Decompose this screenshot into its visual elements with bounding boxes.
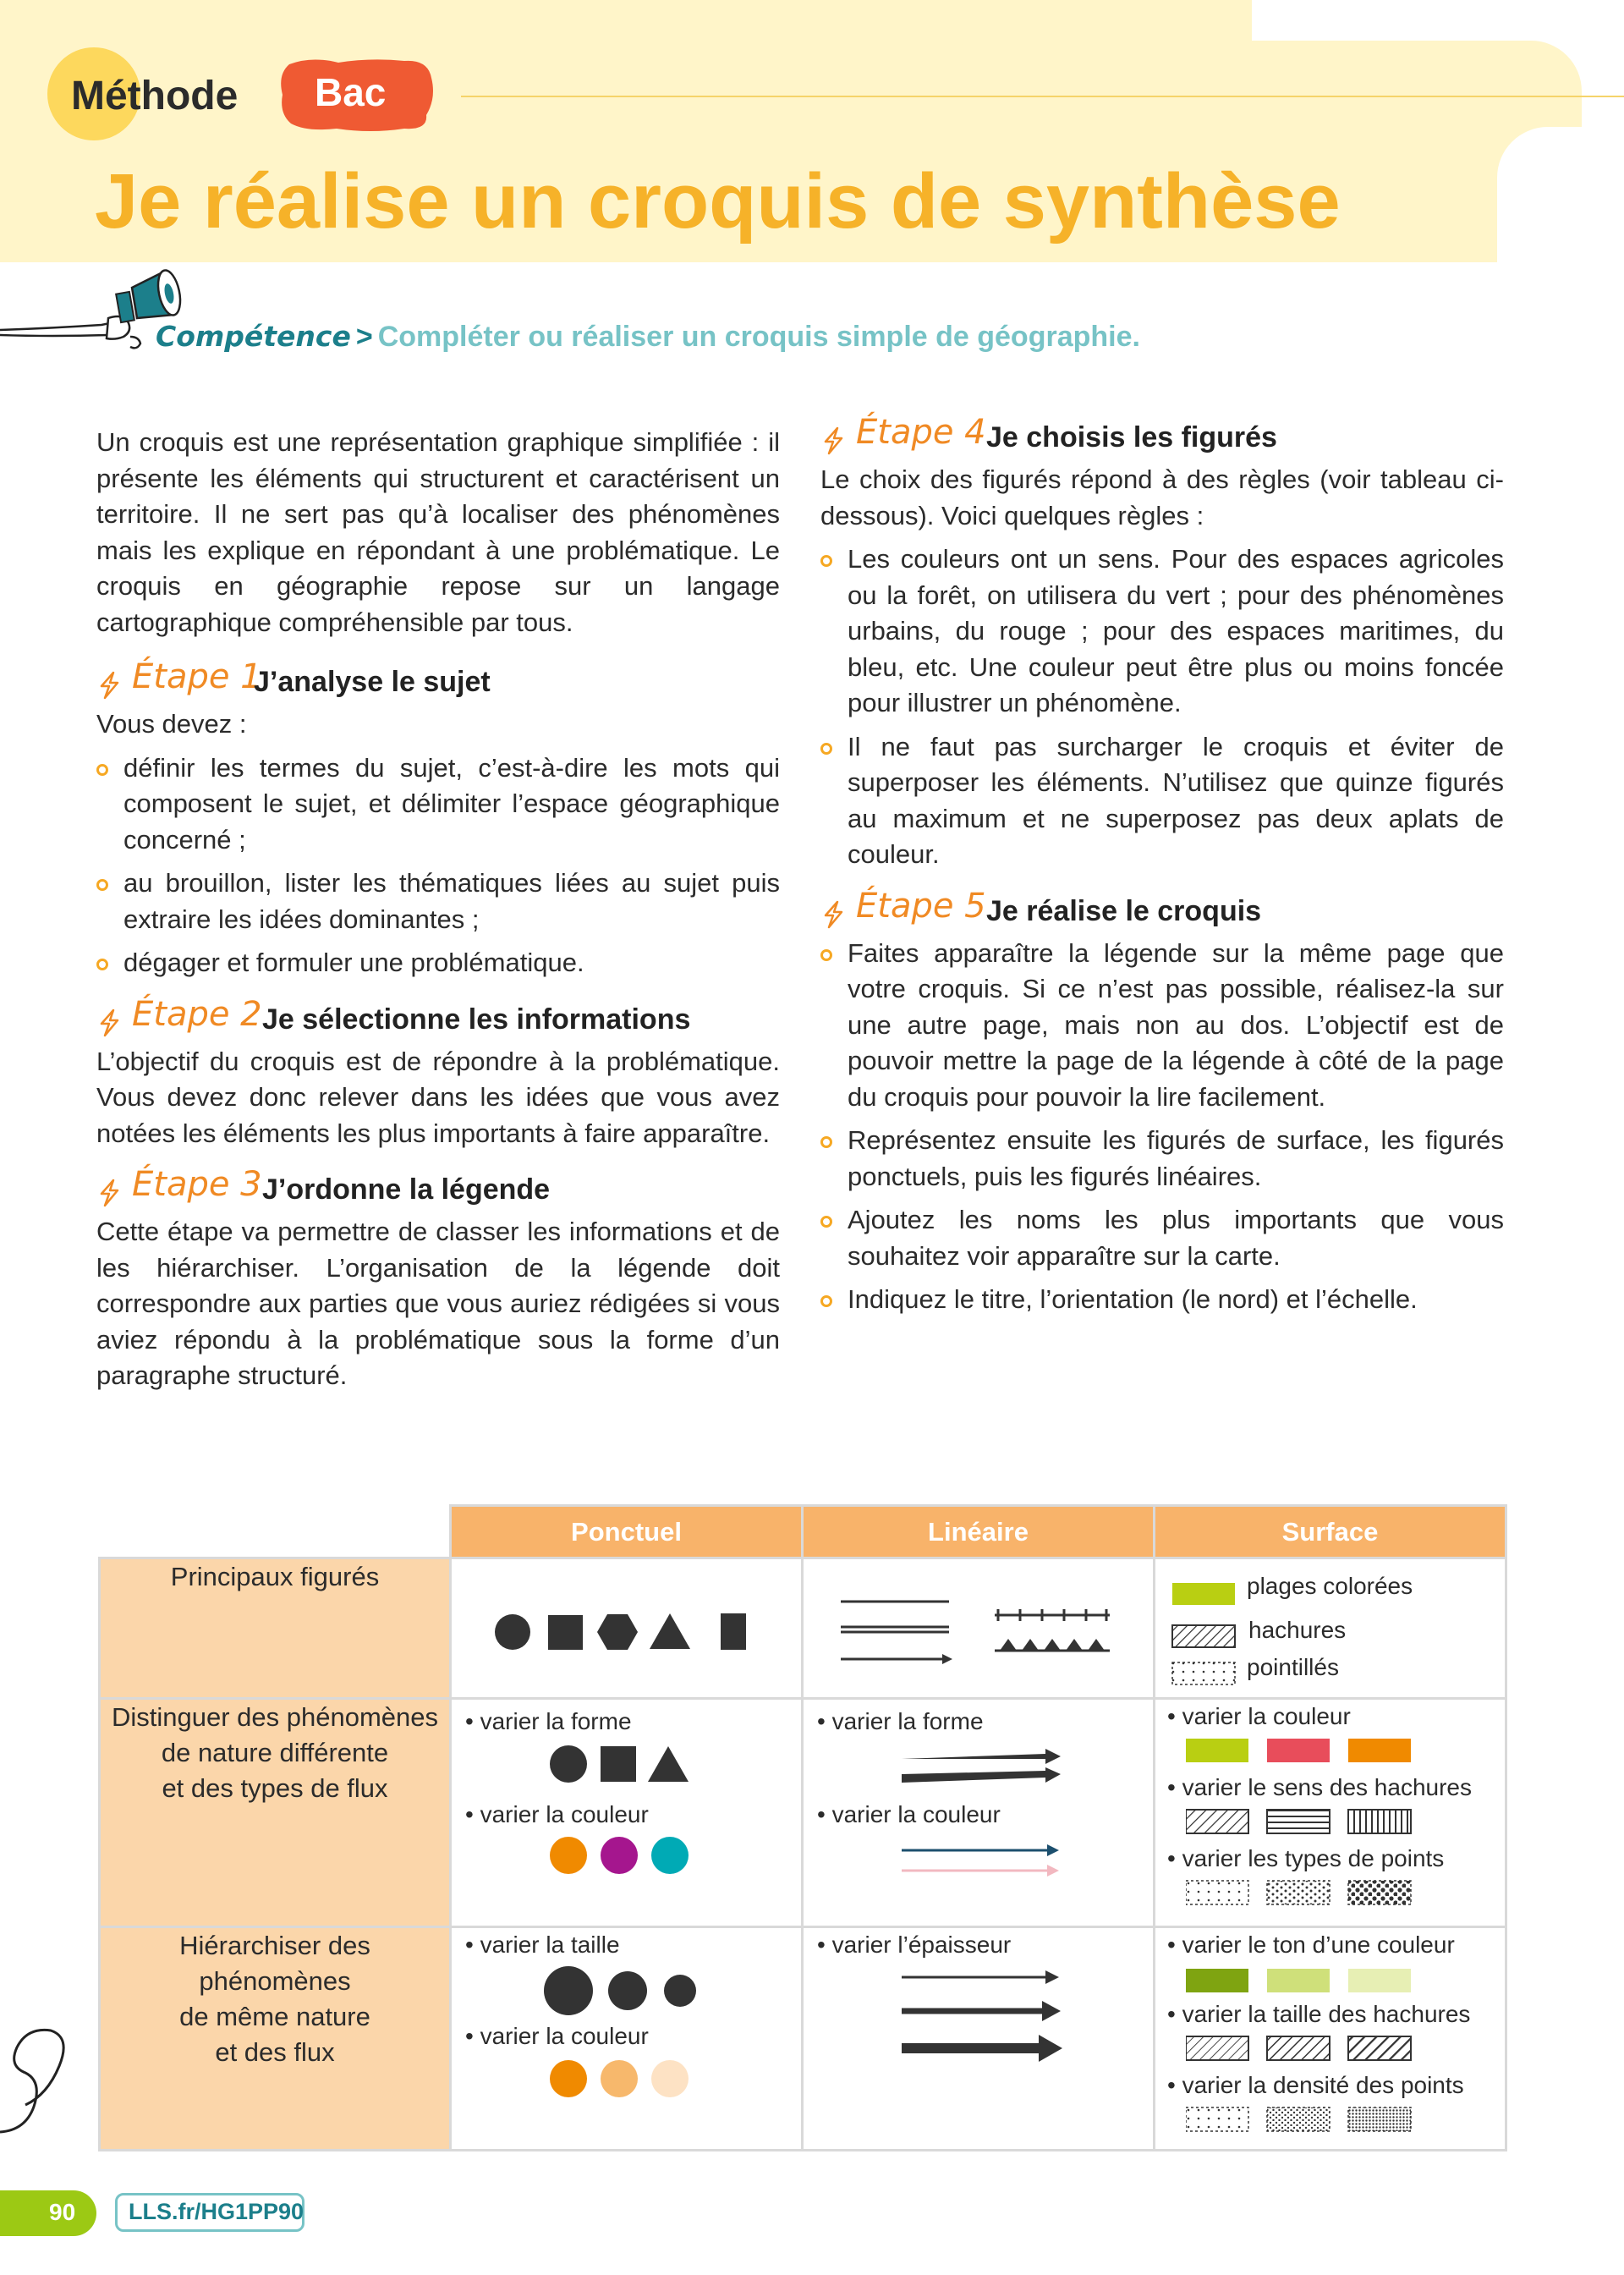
bullet-text: Ajoutez les noms les plus importants que vous souhaitez voir apparaître sur la carte. (848, 1205, 1504, 1271)
competence-text: Compléter ou réaliser un croquis simple de géographie. (377, 321, 1140, 353)
etape2-number: Étape 2 (132, 994, 262, 1034)
etape1-lead: Vous devez : (96, 709, 247, 739)
etape3-text: Cette étape va permettre de classer les informations et de les hiérarchiser. L’organisation de la légende doit correspondre aux parties que vous auriez rédigées si vous aviez répondu à la problématique sous la forme d’un paragraphe structuré. (96, 1217, 780, 1390)
bar-symbol (721, 1613, 746, 1650)
etape1-bullet (96, 750, 780, 859)
rule-epaisseur: • varier l’épaisseur (817, 1932, 1012, 1958)
surface-tones (1186, 1967, 1440, 1996)
point-types (1186, 1879, 1440, 1908)
row-header-line: Distinguer des phénomènes (111, 1702, 439, 1732)
circle-symbol (495, 1614, 530, 1650)
surface-colors (1186, 1737, 1440, 1766)
row-header (100, 1558, 451, 1699)
etape1-bullet (96, 865, 780, 937)
point-densities (1186, 2106, 1440, 2135)
etape1-number: Étape 1 (132, 657, 262, 696)
bullet-icon (820, 555, 832, 567)
rule-taille-hachures: • varier la taille des hachures (1167, 2001, 1471, 2027)
bullet-text: Il ne faut pas surcharger le croquis et éviter de superposer les éléments. N’utilisez que quinze figurés au maximum et ne superposez pas deux aplats de couleur. (848, 731, 1504, 869)
etape5-bullet (820, 1202, 1504, 1274)
row-header-line: et des flux (215, 2037, 335, 2067)
row-header-line: Hiérarchiser des (179, 1931, 370, 1960)
bullet-text: Faites apparaître la légende sur la même page que votre croquis. Si ce n’est pas possible, réalisez-la sur une autre page, mais non au dos. L’objectif est de pouvoir mettre la page de la légende à côté de la page du croquis pour pouvoir la lire facilement. (848, 937, 1504, 1112)
rule-couleur: • varier la couleur (465, 2023, 649, 2049)
row-header-line: et des types de flux (162, 1773, 388, 1803)
cell-lineaire-distinguer (803, 1699, 1155, 1927)
rule-forme: • varier la forme (465, 1708, 632, 1734)
cell-ponctuel-distinguer (451, 1699, 803, 1927)
etape5-bullet (820, 936, 1504, 1116)
cell-ponctuel-hierarchiser (451, 1927, 803, 2151)
triangle-symbol (650, 1613, 690, 1649)
surface-swatches (1171, 1574, 1247, 1693)
etape3-title: J’ordonne la légende (262, 1173, 551, 1206)
etape5-bullet (820, 1123, 1504, 1195)
rule-forme: • varier la forme (817, 1708, 984, 1734)
intro-paragraph: Un croquis est une représentation graphique simplifiée : il présente les éléments qui structurent et caractérisent un territoire. Il ne sert pas qu’à localiser des phénomènes mais les explique en répondant à une problématique. Le croquis en géographie repose sur un langage cartographique compréhensible par tous. (96, 427, 780, 637)
lightning-icon (96, 671, 122, 700)
etape5-bullet (820, 1282, 1504, 1318)
row-header (100, 1699, 451, 1927)
bullet-icon (820, 1295, 832, 1307)
bullet-text: au brouillon, lister les thématiques liées au sujet puis extraire les idées dominantes ; (123, 868, 780, 934)
rule-types-points: • varier les types de points (1167, 1845, 1445, 1871)
line-colors (902, 1840, 1071, 1882)
point-sizes (543, 1964, 712, 2018)
row-header-line: phénomènes (199, 1966, 351, 1996)
rule-ton: • varier le ton d’une couleur (1167, 1932, 1455, 1958)
lightning-icon (96, 1008, 122, 1037)
point-shapes (548, 1744, 717, 1786)
etape4-title: Je choisis les figurés (986, 421, 1277, 453)
etape1-title: J’analyse le sujet (254, 666, 491, 698)
table-header-row (100, 1506, 1506, 1558)
cell-lineaire-principaux (803, 1558, 1155, 1699)
etape2-heading (96, 994, 780, 1044)
etape3-number: Étape 3 (132, 1165, 262, 1204)
lightning-icon (96, 1179, 122, 1207)
etape4-bullet (820, 541, 1504, 722)
header-rule (461, 96, 1624, 97)
hatch-sizes (1186, 2035, 1440, 2063)
squiggle-decoration (0, 2014, 85, 2140)
point-tones (548, 2058, 717, 2101)
bullet-icon (820, 743, 832, 755)
cell-surface-distinguer (1155, 1699, 1506, 1927)
etape1-heading (96, 659, 780, 706)
page-number-badge (0, 2190, 96, 2236)
etape4-bullet (820, 729, 1504, 873)
page-title: Je réalise un croquis de synthèse (95, 158, 1341, 245)
column-header-lineaire: Linéaire (803, 1506, 1155, 1558)
etape2-text: L’objectif du croquis est de répondre à la problématique. Vous devez donc relever dans les idées que vous avez notées les éléments les plus importants à faire apparaître. (96, 1046, 780, 1148)
line-symbols (841, 1585, 1128, 1678)
etape5-number: Étape 5 (856, 886, 986, 926)
bullet-icon (820, 949, 832, 961)
cell-surface-principaux (1155, 1558, 1506, 1699)
etape4-number: Étape 4 (856, 413, 986, 452)
square-symbol (548, 1615, 583, 1650)
etape1-bullet (96, 945, 780, 981)
line-shapes (902, 1742, 1071, 1793)
legend-table (98, 1504, 1507, 2151)
right-column (820, 415, 1504, 1318)
hatch-directions (1186, 1808, 1440, 1837)
etape5-heading (820, 888, 1504, 936)
bullet-icon (820, 1216, 832, 1228)
etape4-heading (820, 415, 1504, 462)
methode-label: Méthode (71, 74, 239, 118)
rule-taille: • varier la taille (465, 1932, 620, 1958)
competence-label: Compétence (156, 320, 351, 353)
rule-couleur: • varier la couleur (465, 1801, 649, 1827)
rule-couleur: • varier la couleur (1167, 1703, 1351, 1729)
surface-label-hachures: hachures (1248, 1617, 1347, 1643)
bullet-text: définir les termes du sujet, c’est-à-dire les mots qui composent le sujet, et délimiter l’espace géographique concerné ; (123, 752, 780, 854)
competence-line (156, 320, 1140, 354)
bullet-text: dégager et formuler une problématique. (123, 948, 584, 977)
bac-label: Bac (315, 70, 387, 114)
table-row (100, 1927, 1506, 2151)
hexagon-symbol (597, 1614, 638, 1650)
etape5-title: Je réalise le croquis (986, 894, 1262, 927)
rule-couleur: • varier la couleur (817, 1801, 1001, 1827)
bullet-text: Représentez ensuite les figurés de surface, les figurés ponctuels, puis les figurés linéaires. (848, 1125, 1504, 1191)
rule-densite-points: • varier la densité des points (1167, 2072, 1464, 2098)
lightning-icon (820, 900, 846, 929)
row-header-line: de même nature (179, 2002, 370, 2031)
bullet-icon (96, 764, 108, 776)
row-header-line: Principaux figurés (170, 1562, 380, 1591)
surface-label-pointilles: pointillés (1247, 1654, 1339, 1680)
page-number: 90 (49, 2199, 76, 2225)
line-widths (902, 1967, 1071, 2069)
point-colors (548, 1835, 717, 1877)
column-header-surface: Surface (1155, 1506, 1506, 1558)
surface-label-plages: plages colorées (1247, 1573, 1413, 1599)
lls-link[interactable]: LLS.fr/HG1PP90 (129, 2199, 304, 2224)
column-header-ponctuel: Ponctuel (451, 1506, 803, 1558)
etape4-lead: Le choix des figurés répond à des règles (voir tableau ci-dessous). Voici quelques règles : (820, 464, 1504, 530)
table-corner (100, 1506, 451, 1558)
bullet-icon (96, 879, 108, 891)
competence-arrow: > (355, 321, 373, 353)
table-row (100, 1699, 1506, 1927)
etape3-heading (96, 1167, 780, 1214)
etape2-title: Je sélectionne les informations (262, 1003, 691, 1036)
bullet-text: Indiquez le titre, l’orientation (le nord) et l’échelle. (848, 1284, 1418, 1314)
lightning-icon (820, 426, 846, 455)
row-header-line: de nature différente (161, 1738, 389, 1767)
cell-ponctuel-principaux (451, 1558, 803, 1699)
bullet-icon (820, 1136, 832, 1148)
row-header (100, 1927, 451, 2151)
bullet-icon (96, 959, 108, 970)
header-cutout-low (1497, 127, 1624, 262)
cell-surface-hierarchiser (1155, 1927, 1506, 2151)
left-column (96, 425, 780, 1394)
point-symbols (494, 1607, 765, 1657)
table-row (100, 1558, 1506, 1699)
cell-lineaire-hierarchiser (803, 1927, 1155, 2151)
bullet-text: Les couleurs ont un sens. Pour des espaces agricoles ou la forêt, on utilisera du vert ; pour des phénomènes urbains, du rouge ; pour des espaces maritimes, du bleu, etc. Une couleur peut être plus ou moins foncée pour illustrer un phénomène. (848, 544, 1504, 717)
rule-sens-hachures: • varier le sens des hachures (1167, 1774, 1472, 1800)
